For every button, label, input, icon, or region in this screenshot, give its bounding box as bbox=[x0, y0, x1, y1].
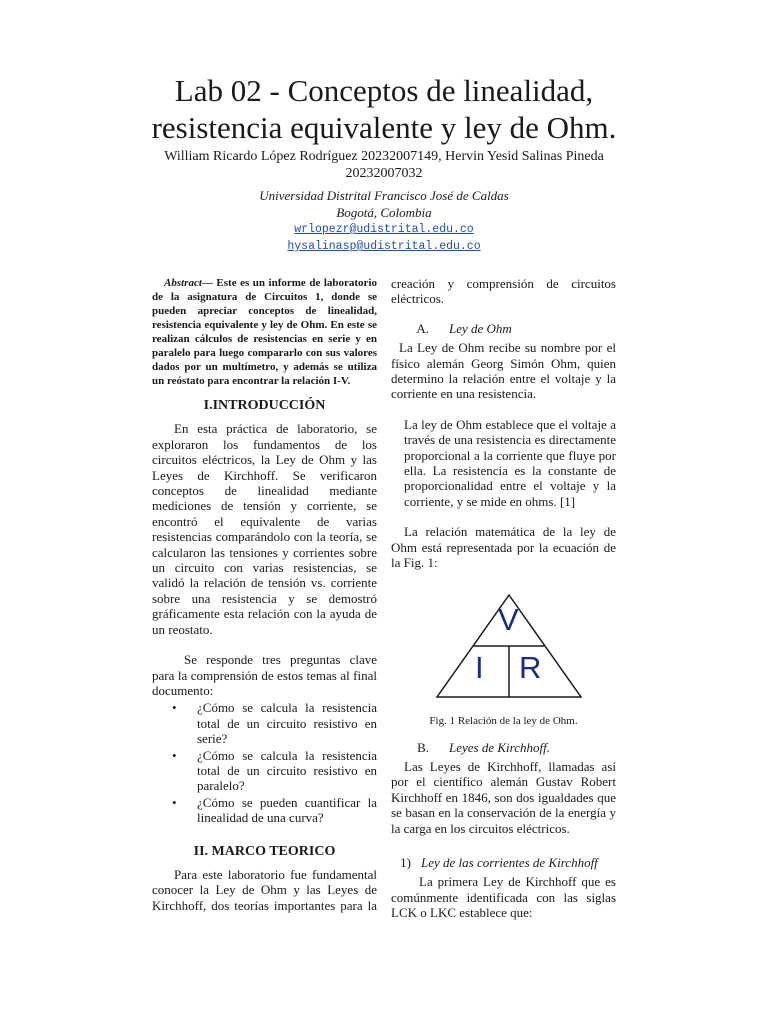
question-text: ¿Cómo se calcula la resistencia total de un circuito resistivo en paralelo? bbox=[197, 747, 377, 794]
kirchhoff-section bbox=[391, 740, 616, 921]
right-column bbox=[391, 276, 616, 921]
resistance-label: R bbox=[519, 649, 542, 685]
question-text: ¿Cómo se pueden cuantificar la linealidad de una curva? bbox=[197, 794, 377, 826]
ohm-paragraph-3: La relación matemática de la ley de Ohm está representada por la ecuación de la Fig. 1: bbox=[391, 524, 616, 571]
intro-paragraph-2: Se responde tres preguntas clave para la comprensión de estos temas al final documento: bbox=[152, 652, 377, 698]
lck-paragraph-1: La primera Ley de Kirchhoff que es comúnmente identificada con las siglas LCK o LKC establece que: bbox=[391, 874, 616, 921]
paper-title bbox=[110, 72, 658, 146]
left-column bbox=[152, 276, 377, 913]
marco-paragraph-continued: creación y comprensión de circuitos eléctricos. bbox=[391, 276, 616, 307]
marco-paragraph-1: Para este laboratorio fue fundamental conocer la Ley de Ohm y las Leyes de Kirchhoff, dos teorías importantes para la bbox=[152, 866, 377, 913]
questions-list bbox=[152, 700, 377, 825]
question-text: ¿Cómo se calcula la resistencia total de un circuito resistivo en serie? bbox=[197, 700, 377, 747]
ohm-section bbox=[391, 321, 616, 728]
subsection-heading-kirchhoff bbox=[391, 740, 616, 755]
subsection-title: Ley de Ohm bbox=[449, 320, 512, 336]
list-item bbox=[172, 700, 377, 747]
affiliation-university: Universidad Distrital Francisco José de Caldas bbox=[259, 188, 509, 203]
abstract-text: Este es un informe de laboratorio de la asignatura de Circuitos 1, donde se pueden apreciar conceptos de linealidad, resistencia equivalente y ley de Ohm. En este se realizan cálculos de resistencias en serie y en paralelo para luego compararlo con sus valores dados por un multímetro, y además se utiliza un reóstato para encontrar la relación I-V. bbox=[152, 277, 377, 387]
authors-line-2: 20232007032 bbox=[345, 166, 423, 181]
affiliation bbox=[150, 187, 618, 221]
affiliation-city: Bogotá, Colombia bbox=[336, 205, 432, 220]
title-line-2: resistencia equivalente y ley de Ohm. bbox=[151, 110, 617, 145]
voltage-label: V bbox=[498, 601, 519, 637]
authors-line-1: William Ricardo López Rodríguez 20232007149, Hervin Yesid Salinas Pineda bbox=[164, 149, 604, 164]
subsection-title: Leyes de Kirchhoff. bbox=[449, 739, 550, 755]
ohm-paragraph-2: La ley de Ohm establece que el voltaje a través de una resistencia es directamente proporcional a la corriente que fluye por ella. La resistencia es la constante de proporcionalidad entre el voltaje y la corriente, y se mide en ohms. [1] bbox=[404, 416, 616, 509]
title-line-1: Lab 02 - Conceptos de linealidad, bbox=[174, 73, 594, 108]
ohm-triangle-figure bbox=[391, 585, 616, 715]
intro-paragraph-1: En esta práctica de laboratorio, se exploraron los fundamentos de los circuitos eléctricos, la Ley de Ohm y las Leyes de Kirchhoff. Se verificaron conceptos de linealidad mediante mediciones de tensión y corriente, se encontró el equivalente de varias resistencias comparándolo con la teoría, se calcularon las tensiones y corrientes sobre un circuito con varias resistencias, se validó la relación de tensión vs. corriente sobre una resistencia y se demostró gráficamente esta relación con la ayuda de un reostato. bbox=[152, 421, 377, 637]
bullet-icon: • bbox=[172, 794, 177, 810]
email-link-2[interactable]: hysalinasp@udistrital.edu.co bbox=[287, 240, 481, 253]
subsection-number: B. bbox=[417, 739, 429, 755]
authors bbox=[150, 148, 618, 182]
subsection-heading-lck bbox=[391, 855, 616, 870]
ohm-paragraph-1: La Ley de Ohm recibe su nombre por el físico alemán Georg Simón Ohm, quien determino la relación entre el voltaje y la corriente en una resistencia. bbox=[391, 340, 616, 402]
subsection-title: Ley de las corrientes de Kirchhoff bbox=[421, 854, 598, 870]
kirchhoff-paragraph-1: Las Leyes de Kirchhoff, llamadas así por el científico alemán Gustav Robert Kirchhoff en 1846, son dos igualdades que se basan en la conservación de la energía y la carga en los circuitos eléctricos. bbox=[391, 758, 616, 836]
email-list bbox=[150, 221, 618, 255]
subsection-number: 1) bbox=[400, 854, 411, 870]
bullet-icon: • bbox=[172, 747, 177, 763]
subsection-number: A. bbox=[416, 320, 429, 336]
subsection-heading-ohm bbox=[391, 321, 616, 336]
bullet-icon: • bbox=[172, 700, 177, 716]
section-heading-introduction: I.INTRODUCCIÓN bbox=[203, 398, 326, 413]
figure-caption: Fig. 1 Relación de la ley de Ohm. bbox=[429, 714, 578, 727]
email-link-1[interactable]: wrlopezr@udistrital.edu.co bbox=[294, 223, 474, 236]
abstract-lead: Abstract— bbox=[164, 277, 213, 289]
current-label: I bbox=[475, 649, 484, 685]
abstract bbox=[152, 276, 377, 388]
list-item bbox=[172, 794, 377, 826]
list-item bbox=[172, 747, 377, 794]
section-heading-marco-teorico: II. MARCO TEORICO bbox=[193, 843, 336, 859]
